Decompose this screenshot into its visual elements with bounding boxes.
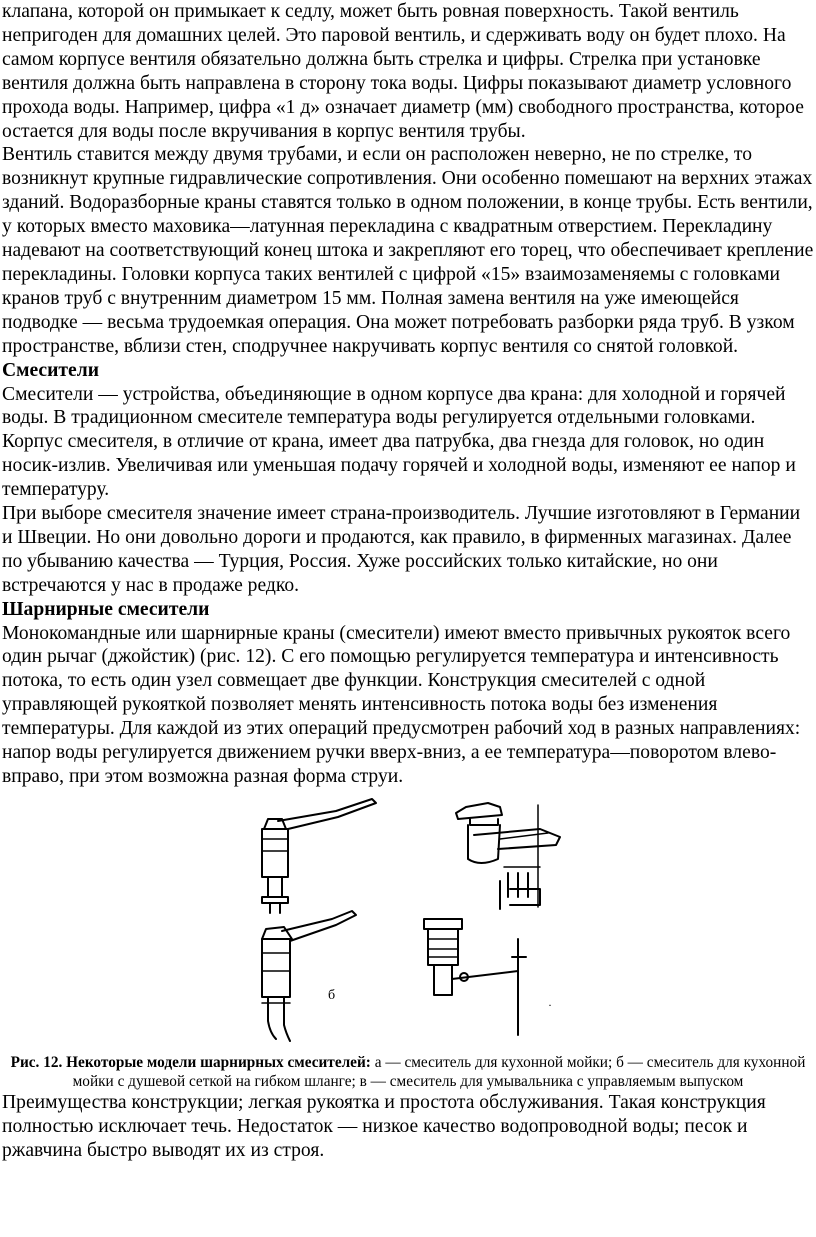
caption-text: а — смеситель для кухонной мойки; б — смеситель для кухонной мойки с душевой сеткой на гибком шланге; в — смеситель для умывальника с управляемым выпуском: [72, 1053, 806, 1090]
figure-12: [0, 789, 816, 1053]
pop-up-waste-drawing: [424, 919, 526, 1035]
paragraph: При выборе смесителя значение имеет страна-производитель. Лучшие изготовляют в Германии и Швеции. Но они довольно дороги и продаются, как правило, в фирменных магазинах. Далее по убыванию качества — Турция, Россия. Хуже российских только китайские, но они встречаются у нас в продаже редко.: [2, 503, 801, 596]
paragraph: Вентиль ставится между двумя трубами, и если он расположен неверно, не по стрелке, то возникнут крупные гидравлические сопротивления. Они особенно помешают на верхних этажах зданий. Водоразборные краны ставятся только в одном положении, в конце трубы. Есть вентили, у которых вместо маховика—латунная перекладина с квадратным отверстием. Перекладину надевают на соответствующий конец штока и закрепляют его торец, что обеспечивает крепление перекладины. Головки корпуса таких вентилей с цифрой «15» взаимозаменяемы с головками кранов труб с внутренним диаметром 15 мм. Полная замена вентиля на уже имеющейся подводке — весьма трудоемкая операция. Она может потребовать разборки ряда труб. В узком пространстве, вблизи стен, сподручнее накручивать корпус вентиля со снятой головкой.: [2, 144, 814, 357]
washbasin-mixer-drawing: [456, 803, 560, 909]
paragraph: Преимущества конструкции; легкая рукоятка и простота обслуживания. Такая конструкция полностью исключает течь. Недостаток — низкое качество водопроводной воды; песок и ржавчина быстро выводят их из строя.: [2, 1091, 766, 1161]
section-heading-mixers: Смесители: [2, 359, 100, 381]
pull-out-spray-mixer-drawing: [262, 911, 356, 1041]
caption-title: Рис. 12. Некоторые модели шарнирных смесителей:: [10, 1053, 371, 1071]
paragraph: клапана, которой он примыкает к седлу, может быть ровная поверхность. Такой вентиль непригоден для домашних целей. Это паровой вентиль, и сдерживать воду он будет плохо. На самом корпусе вентиля обязательно должна быть стрелка и цифры. Стрелка при установке вентиля должна быть направлена в сторону тока воды. Цифры показывают диаметр условного прохода воды. Например, цифра «1 д» означает диаметр (мм) свободного пространства, которое остается для воды после вкручивания в корпус вентиля трубы.: [2, 1, 804, 142]
faucet-illustrations: [0, 789, 816, 1053]
figure-label-b: б: [328, 987, 336, 1003]
figure-mark: ·: [548, 997, 552, 1012]
kitchen-mixer-drawing: [262, 799, 376, 913]
section-heading-hinged-mixers: Шарнирные смесители: [2, 598, 210, 620]
figure-caption: [0, 1053, 816, 1091]
paragraph: Смесители — устройства, объединяющие в одном корпусе два крана: для холодной и горячей воды. В традиционном смесителе температура воды регулируется отдельными головками. Корпус смесителя, в отличие от крана, имеет два патрубка, два гнезда для головок, но один носик-излив. Увеличивая или уменьшая подачу горячей и холодной воды, изменяют ее напор и температуру.: [2, 383, 796, 501]
paragraph: Монокомандные или шарнирные краны (смесители) имеют вместо привычных рукояток всего один рычаг (джойстик) (рис. 12). С его помощью регулируется температура и интенсивность потока, то есть один узел совмещает две функции. Конструкция смесителей с одной управляющей рукояткой позволяет менять интенсивность потока воды без изменения температуры. Для каждой из этих операций предусмотрен рабочий ход в разных направлениях: напор воды регулируется движением ручки вверх-вниз, а ее температура—поворотом влево-вправо, при этом возможна разная форма струи.: [2, 622, 801, 787]
